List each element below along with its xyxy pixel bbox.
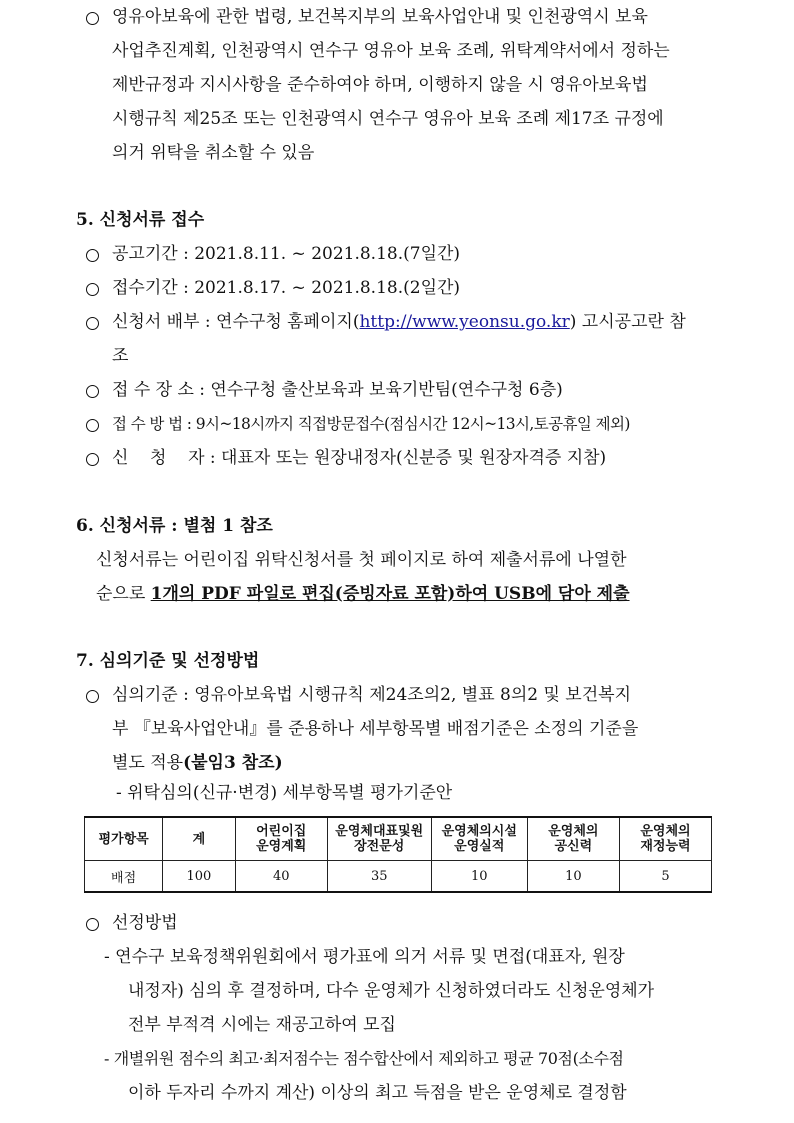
table-cell: 10: [527, 861, 619, 893]
receipt-period: 접수기간 : 2021.8.17. ~ 2021.8.18.(2일간): [112, 278, 461, 298]
table-header-cell: 계: [163, 817, 235, 861]
section-6-line-1: 신청서류는 어린이집 위탁신청서를 첫 페이지로 하여 제출서류에 나열한: [96, 550, 627, 570]
notice-period: 공고기간 : 2021.8.11. ~ 2021.8.18.(7일간): [112, 244, 461, 264]
section-6-line-2-prefix: 순으로: [96, 584, 151, 604]
receipt-place: 접 수 장 소 : 연수구청 출산보육과 보육기반팀(연수구청 6층): [112, 380, 563, 400]
table-cell: 35: [327, 861, 431, 893]
section-5-heading: 5. 신청서류 접수: [76, 210, 205, 230]
table-cell: 5: [619, 861, 711, 893]
bullet-circle: [86, 385, 99, 398]
receipt-method: 접 수 방 법 : 9시~18시까지 직접방문접수(점심시간 12시~13시,토공휴일 제외): [112, 415, 630, 433]
table-cell: 10: [431, 861, 527, 893]
bullet-circle: [86, 317, 99, 330]
section-7-heading: 7. 심의기준 및 선정방법: [76, 651, 260, 671]
selection-method-heading: 선정방법: [112, 913, 178, 933]
bullet-circle: [86, 12, 99, 25]
table-row-label: 배점: [85, 861, 163, 893]
evaluation-note: - 위탁심의(신규·변경) 세부항목별 평가기준안: [116, 783, 453, 803]
applicant: 신 청 자 : 대표자 또는 원장내정자(신분증 및 원장자격증 지참): [112, 448, 607, 468]
bullet-circle: [86, 690, 99, 703]
section-6-heading: 6. 신청서류 : 별첨 1 참조: [76, 516, 273, 536]
table-header-cell: 운영체의 재정능력: [619, 817, 711, 861]
bullet-circle: [86, 419, 99, 432]
intro-line-4: 시행규칙 제25조 또는 인천광역시 연수구 영유아 보육 조례 제17조 규정에: [112, 109, 664, 129]
table-cell: 40: [235, 861, 327, 893]
evaluation-table: [84, 816, 712, 893]
table-header-cell: 어린이집 운영계획: [235, 817, 327, 861]
table-header-cell: 운영체대표및원 장전문성: [327, 817, 431, 861]
bullet-circle: [86, 453, 99, 466]
criteria-line-3-prefix: 별도 적용: [112, 753, 184, 773]
intro-line-3: 제반규정과 지시사항을 준수하여야 하며, 이행하지 않을 시 영유아보육법: [112, 75, 648, 95]
table-header-row: [85, 817, 712, 861]
application-distribution: [112, 310, 686, 334]
distribution-continuation: 조: [112, 346, 129, 366]
intro-line-5: 의거 위탁을 취소할 수 있음: [112, 143, 315, 163]
table-cell: 100: [163, 861, 235, 893]
intro-line-1: 영유아보육에 관한 법령, 보건복지부의 보육사업안내 및 인천광역시 보육: [112, 7, 648, 27]
yeonsu-homepage-link[interactable]: http://www.yeonsu.go.kr: [359, 312, 570, 332]
criteria-line-2: 부 『보육사업안내』를 준용하나 세부항목별 배점기준은 소정의 기준을: [112, 719, 639, 739]
usb-submission-note: 1개의 PDF 파일로 편집(증빙자료 포함)하여 USB에 담아 제출: [150, 584, 630, 604]
table-header-cell: 평가항목: [85, 817, 163, 861]
intro-line-2: 사업추진계획, 인천광역시 연수구 영유아 보육 조례, 위탁계약서에서 정하는: [112, 41, 670, 61]
table-header-cell: 운영체의 공신력: [527, 817, 619, 861]
selection-1-line-3: 전부 부적격 시에는 재공고하여 모집: [128, 1015, 396, 1035]
bullet-circle: [86, 249, 99, 262]
criteria-line-3: [112, 751, 283, 775]
selection-2-line-2: 이하 두자리 수까지 계산) 이상의 최고 득점을 받은 운영체로 결정함: [128, 1083, 627, 1103]
selection-2-line-1: - 개별위원 점수의 최고·최저점수는 점수합산에서 제외하고 평균 70점(소수점: [104, 1049, 624, 1068]
selection-1-line-1: - 연수구 보육정책위원회에서 평가표에 의거 서류 및 면접(대표자, 원장: [104, 947, 625, 967]
selection-1-line-2: 내정자) 심의 후 결정하며, 다수 운영체가 신청하였더라도 신청운영체가: [128, 981, 655, 1001]
bullet-circle: [86, 918, 99, 931]
distribution-suffix: ) 고시공고란 참: [569, 312, 686, 332]
section-6-line-2: [96, 582, 630, 606]
distribution-prefix: 신청서 배부 : 연수구청 홈페이지(: [112, 312, 360, 332]
bullet-circle: [86, 283, 99, 296]
attachment-3-ref: (붙임3 참조): [183, 753, 283, 773]
criteria-line-1: 심의기준 : 영유아보육법 시행규칙 제24조의2, 별표 8의2 및 보건복지: [112, 685, 631, 705]
table-row: [85, 861, 712, 893]
table-header-cell: 운영체의시설 운영실적: [431, 817, 527, 861]
